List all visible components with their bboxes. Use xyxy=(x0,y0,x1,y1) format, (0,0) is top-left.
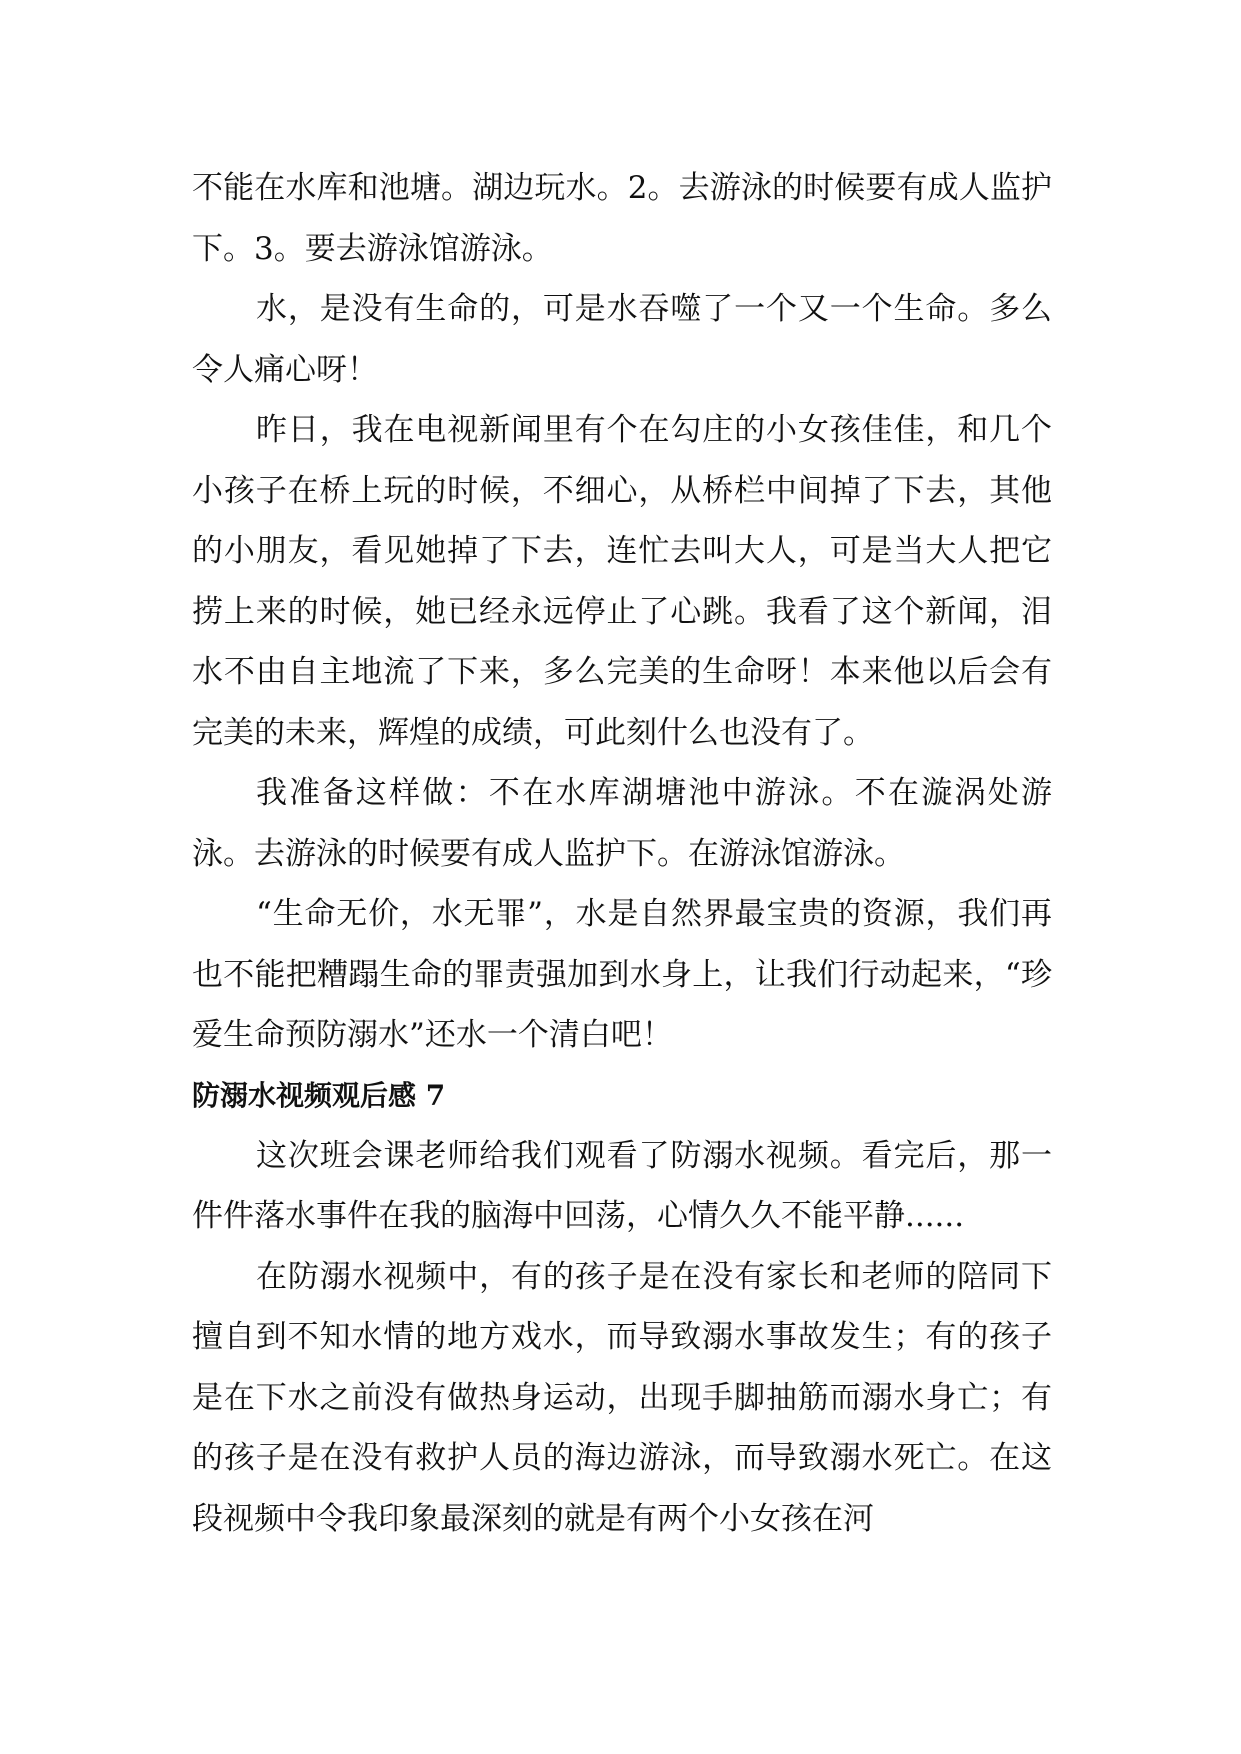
paragraph-3: 昨日，我在电视新闻里有个在勾庄的小女孩佳佳，和几个小孩子在桥上玩的时候，不细心，从桥栏中间掉了下去，其他的小朋友，看见她掉了下去，连忙去叫大人，可是当大人把它捞上来的时候，她已经永远停止了心跳。我看了这个新闻，泪水不由自主地流了下来，多么完美的生命呀！本来他以后会有完美的未来，辉煌的成绩，可此刻什么也没有了。 xyxy=(192,412,1052,751)
paragraph-4: 我准备这样做：不在水库湖塘池中游泳。不在漩涡处游泳。去游泳的时候要有成人监护下。在游泳馆游泳。 xyxy=(192,775,1052,872)
paragraph-2: 水，是没有生命的，可是水吞噬了一个又一个生命。多么令人痛心呀！ xyxy=(192,291,1052,388)
section-heading: 防溺水视频观后感 7 xyxy=(192,1078,446,1112)
paragraph-7: 在防溺水视频中，有的孩子是在没有家长和老师的陪同下擅自到不知水情的地方戏水，而导致溺水事故发生；有的孩子是在下水之前没有做热身运动，出现手脚抽筋而溺水身亡；有的孩子是在没有救护人员的海边游泳，而导致溺水死亡。在这段视频中令我印象最深刻的就是有两个小女孩在河 xyxy=(192,1258,1052,1537)
paragraph-5: “生命无价，水无罪”，水是自然界最宝贵的资源，我们再也不能把糟蹋生命的罪责强加到水身上，让我们行动起来，“珍爱生命预防溺水”还水一个清白吧！ xyxy=(192,896,1052,1053)
document-body xyxy=(192,158,1052,1549)
paragraph-6: 这次班会课老师给我们观看了防溺水视频。看完后，那一件件落水事件在我的脑海中回荡，心情久久不能平静...... xyxy=(192,1137,1052,1234)
paragraph-1: 不能在水库和池塘。湖边玩水。2。去游泳的时候要有成人监护下。3。要去游泳馆游泳。 xyxy=(192,170,1052,267)
